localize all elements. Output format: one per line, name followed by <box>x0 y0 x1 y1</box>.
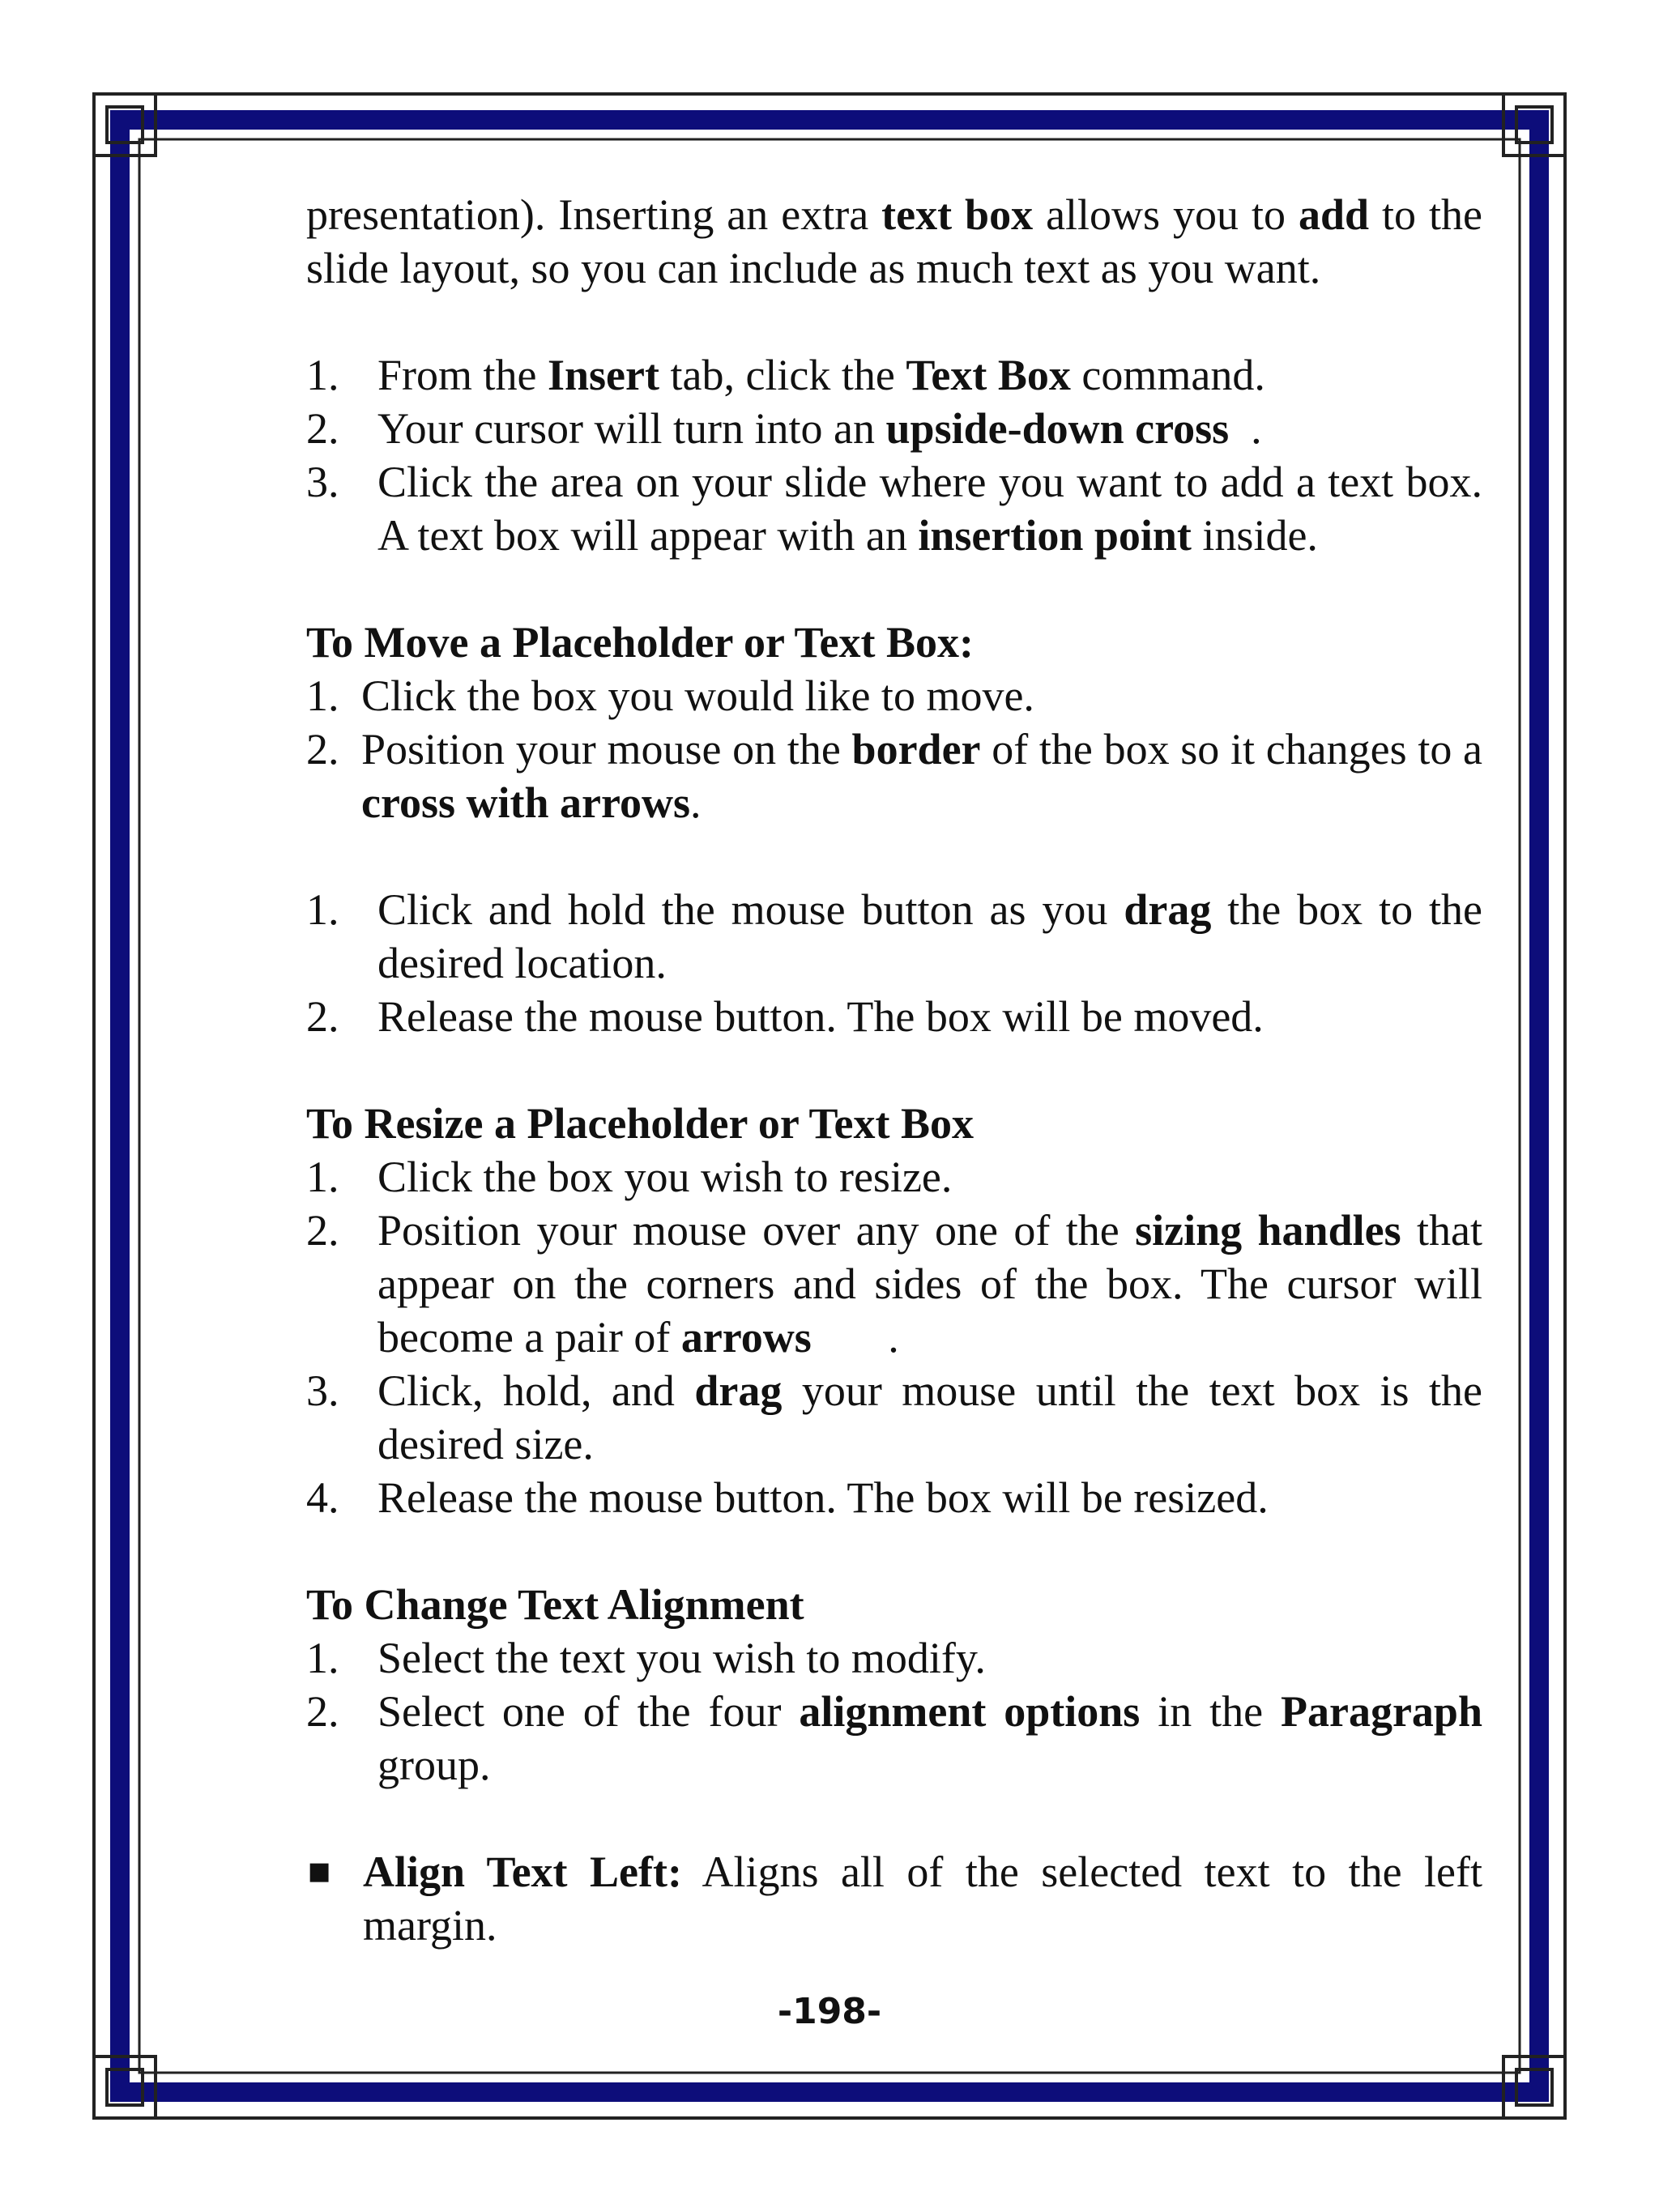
list-item: 1. Click and hold the mouse button as you drag the box to the desired location. <box>306 885 1483 987</box>
list-item: 2. Select one of the four alignment options in the Paragraph group. <box>306 1687 1482 1789</box>
alignment-steps <box>306 1631 1482 1792</box>
insert-text-box-steps <box>306 348 1482 562</box>
alignment-heading: To Change Text Alignment <box>306 1580 804 1629</box>
intro-paragraph: presentation). Inserting an extra text box allows you to add to the slide layout, so you can include as much text as you want. <box>306 190 1483 292</box>
list-item: 2. Release the mouse button. The box will be moved. <box>306 992 1264 1041</box>
list-item: 4. Release the mouse button. The box will be resized. <box>306 1473 1269 1522</box>
move-steps <box>306 669 1482 829</box>
move-heading: To Move a Placeholder or Text Box: <box>306 618 974 667</box>
page-content <box>306 188 1482 1952</box>
list-item: 2. Position your mouse on the border of the box so it changes to a cross with arrows. <box>306 725 1482 827</box>
resize-steps <box>306 1150 1482 1524</box>
list-item: 1. From the Insert tab, click the Text Box command. <box>306 351 1265 399</box>
move-drag-steps <box>306 883 1482 1043</box>
list-item: 3. Click, hold, and drag your mouse until the text box is the desired size. <box>306 1366 1482 1468</box>
list-item: 1. Select the text you wish to modify. <box>306 1634 986 1682</box>
page-number: -198- <box>777 1991 882 2032</box>
list-item: 1. Click the box you wish to resize. <box>306 1153 953 1201</box>
list-item: 2. Position your mouse over any one of the sizing handles that appear on the corners and sides of the box. The cursor will become a pair of arrows . <box>306 1206 1482 1362</box>
list-item: 1. Click the box you would like to move. <box>306 671 1034 720</box>
list-item: 3. Click the area on your slide where you want to add a text box. A text box will appear with an insertion point inside. <box>306 458 1482 560</box>
align-left-bullet: ■ Align Text Left: Aligns all of the selected text to the left margin. <box>306 1845 1482 1952</box>
list-item: 2. Your cursor will turn into an upside-down cross . <box>306 404 1262 453</box>
resize-heading: To Resize a Placeholder or Text Box <box>306 1099 974 1148</box>
square-bullet-icon: ■ <box>308 1857 331 1886</box>
